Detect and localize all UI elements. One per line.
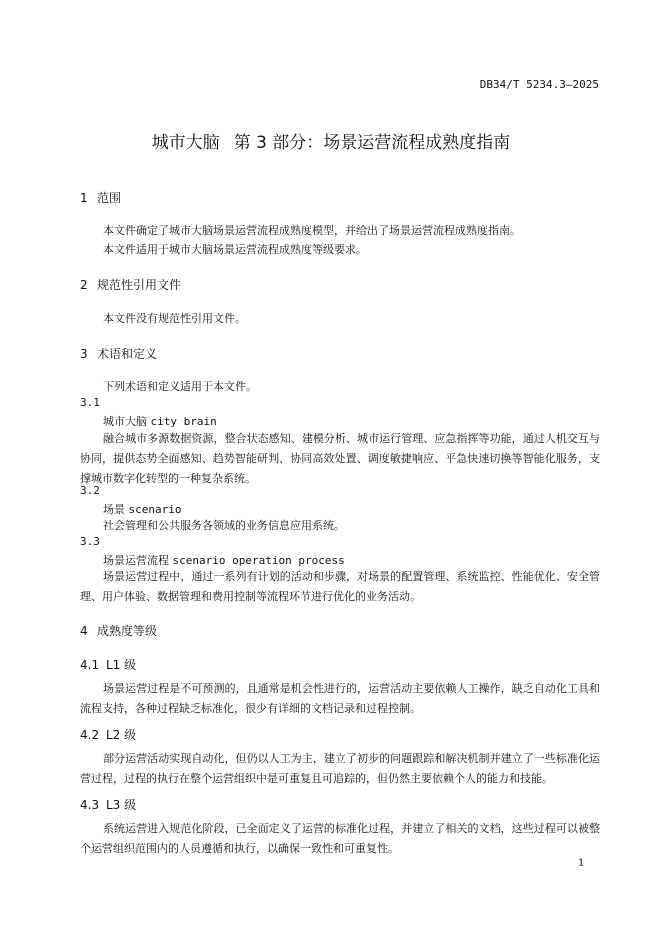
level-description: 部分运营活动实现自动化，但仍以人工为主，建立了初步的问题跟踪和解决机制并建立了一些标准化运营过程，过程的执行在整个运营组织中是可重复且可追踪的，但仍然主要依赖个人的能力和技能。 <box>80 752 600 785</box>
subsection-heading: 4.1 L1 级 <box>80 658 137 672</box>
subsection-heading: 4.2 L2 级 <box>80 728 137 742</box>
page-number: 1 <box>578 858 585 869</box>
term-number: 3.3 <box>80 535 100 548</box>
section-heading: 1 范围 <box>80 191 122 205</box>
term-definition: 融合城市多源数据资源，整合状态感知、建模分析、城市运行管理、应急指挥等功能，通过人机交互与协同，提供态势全面感知、趋势智能研判、协同高效处置、调度敏捷响应、平急快速切换等智能化服务，支撑城市数字化转型的一种复杂系统。 <box>80 432 600 485</box>
paragraph: 本文件没有规范性引用文件。 <box>103 312 246 325</box>
term-definition: 场景运营过程中，通过一系列有计划的活动和步骤，对场景的配置管理、系统监控、性能优化、安全管理、用户体验、数据管理和费用控制等流程环节进行优化的业务活动。 <box>80 570 600 603</box>
level-description: 场景运营过程是不可预测的，且通常是机会性进行的，运营活动主要依赖人工操作，缺乏自动化工具和流程支持，各种过程缺乏标准化，很少有详细的文档记录和过程控制。 <box>80 682 600 715</box>
term-number: 3.1 <box>80 396 100 409</box>
title-sub: 第 3 部分：场景运营流程成熟度指南 <box>233 133 511 153</box>
term-number: 3.2 <box>80 484 100 497</box>
paragraph: 下列术语和定义适用于本文件。 <box>103 380 257 393</box>
document-number: DB34/T 5234.3—2025 <box>479 78 599 91</box>
section-heading: 4 成熟度等级 <box>80 624 158 638</box>
section-heading: 2 规范性引用文件 <box>80 278 182 292</box>
term-definition: 社会管理和公共服务各领域的业务信息应用系统。 <box>103 519 345 532</box>
subsection-heading: 4.3 L3 级 <box>80 798 137 812</box>
page-title <box>0 128 662 153</box>
paragraph: 本文件适用于城市大脑场景运营流程成熟度等级要求。 <box>103 243 367 256</box>
section-heading: 3 术语和定义 <box>80 347 158 361</box>
term-title: 场景 scenario <box>103 503 182 516</box>
term-title: 城市大脑 city brain <box>103 415 217 428</box>
term-title: 场景运营流程 scenario operation process <box>103 554 345 567</box>
paragraph: 本文件确定了城市大脑场景运营流程成熟度模型，并给出了场景运营流程成熟度指南。 <box>103 224 521 237</box>
title-main: 城市大脑 <box>151 133 220 153</box>
level-description: 系统运营进入规范化阶段，已全面定义了运营的标准化过程，并建立了相关的文档，这些过程可以被整个运营组织范围内的人员遵循和执行，以确保一致性和可重复性。 <box>80 822 600 855</box>
